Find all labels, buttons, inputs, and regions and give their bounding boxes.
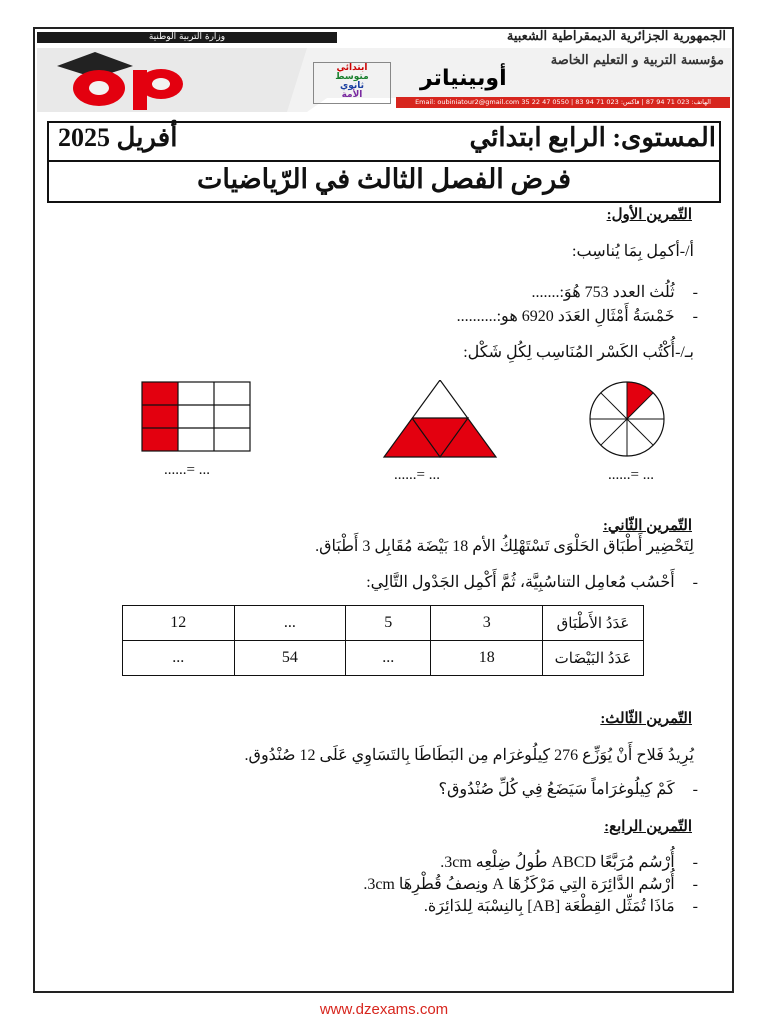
triangle-shape: [384, 380, 496, 457]
exercise-4-item-3: -مَاذَا تُمَثِّل القِطْعَة [AB] بِالنِسْبَة لِلدَائِرَة.: [423, 898, 698, 915]
exercise-3-title: التّمرين الثّالث:: [600, 711, 692, 727]
levels-badge: [313, 62, 391, 104]
fraction-answer-grid: ......= ...: [164, 462, 210, 478]
item-text: مَاذَا تُمَثِّل القِطْعَة [AB] بِالنِسْبَة لِلدَائِرَة.: [423, 898, 675, 915]
table-cell: 3: [431, 606, 543, 641]
item-text: ثُلُث العدد 753 هُوَ:.......: [531, 284, 675, 301]
fraction-answer-circle: ......= ...: [608, 467, 654, 483]
exam-date: أفريل 2025: [58, 123, 178, 152]
level-secondary: ثانوي: [339, 81, 365, 91]
ministry-band: وزارة التربية الوطنية: [37, 32, 337, 43]
table-cell: ...: [346, 641, 431, 676]
table-row: [123, 641, 644, 676]
proportion-table: [122, 605, 644, 676]
exercise-2-statement: لِتَحْضِير أَطْبَاق الحَلْوَى تَسْتَهْلِكُ الأم 18 بَيْضَة مُقَابِل 3 أَطْبَاق.: [315, 538, 694, 555]
table-cell: ...: [234, 606, 346, 641]
table-cell: 18: [431, 641, 543, 676]
task-text: أَحْسُب مُعامِل التناسُبِيَّة، ثُمَّ أَكْمِل الجَدْول التَّالِي:: [366, 574, 675, 591]
brand-name: أوبينياتر: [420, 66, 507, 91]
contact-strip: الهاتف: 023 71 94 87 | فاكس: 023 71 94 83 | 0550 47 22 35 Email: oubiniatour2@gmail.com: [396, 97, 730, 108]
row-head-plates: عَدَدُ الأَطْبَاق: [543, 606, 644, 641]
exam-title: فرض الفصل الثالث في الرّياضيات: [196, 164, 572, 194]
exercise-4-item-2: -أُرْسُم الدَّائِرَة التِي مَرْكَزُهَا A ونِصفُ قُطْرِهَا 3cm.: [363, 876, 698, 893]
exercise-3-question: -كَمْ كِيلُوغرَاماً سَيَضَعُ فِي كُلِّ صُنْدُوق؟: [438, 781, 698, 798]
circle-shape: [590, 382, 664, 456]
footer-url[interactable]: www.dzexams.com: [319, 1001, 449, 1018]
level-other: الأمة: [341, 90, 363, 100]
exercise-3-statement: يُرِيدُ فَلاح أَنْ يُوَزِّع 276 كِيلُوغرَام مِن البَطَاطَا بِالتَسَاوِي عَلَى 12 صُنْدُوق.: [244, 747, 694, 764]
exercise-2-task: -أَحْسُب مُعامِل التناسُبِيَّة، ثُمَّ أَكْمِل الجَدْول التَّالِي:: [366, 574, 698, 591]
item-text: أُرْسُم مُرَبَّعًا ABCD طُولُ ضِلْعِه 3cm.: [440, 854, 675, 871]
item-text: خَمْسَةُ أَمْثَالِ العَدَد 6920 هو:..........: [456, 308, 675, 325]
exercise-4-item-1: -أُرْسُم مُرَبَّعًا ABCD طُولُ ضِلْعِه 3cm.: [440, 854, 698, 871]
exercise-1-item-1: -ثُلُث العدد 753 هُوَ:.......: [531, 284, 698, 301]
row-head-eggs: عَدَدُ البَيْضَات: [543, 641, 644, 676]
table-cell: 12: [123, 606, 235, 641]
level-label: المستوى: الرابع ابتدائي: [469, 123, 716, 152]
fraction-answer-triangle: ......= ...: [394, 467, 440, 483]
republic-title: الجمهورية الجزائرية الديمقراطية الشعبية: [506, 29, 726, 44]
exercise-1-part-a: أ/-أكمِل بِمَا يُناسِب:: [572, 243, 694, 260]
title-divider: [47, 160, 721, 162]
exercise-1-part-b: بـ/-أُكْتُب الكَسْر المُنَاسِب لِكُلِ شَكْل:: [463, 344, 694, 361]
table-row: [123, 606, 644, 641]
table-cell: 54: [234, 641, 346, 676]
level-primary: ابتدائي: [336, 63, 368, 73]
item-text: أُرْسُم الدَّائِرَة التِي مَرْكَزُهَا A ونِصفُ قُطْرِهَا 3cm.: [363, 876, 675, 893]
exercise-1-title: التّمرين الأول:: [606, 207, 692, 223]
table-cell: ...: [123, 641, 235, 676]
exercise-4-title: التّمرين الرابع:: [604, 819, 692, 835]
level-middle: متوسط: [335, 72, 369, 82]
exercise-2-title: التّمرين الثّاني:: [602, 518, 692, 534]
grid-shape: [142, 382, 250, 451]
table-cell: 5: [346, 606, 431, 641]
institution-name: مؤسسة التربية و التعليم الخاصة: [550, 53, 724, 68]
exercise-1-item-2: -خَمْسَةُ أَمْثَالِ العَدَد 6920 هو:..........: [456, 308, 698, 325]
question-text: كَمْ كِيلُوغرَاماً سَيَضَعُ فِي كُلِّ صُنْدُوق؟: [438, 781, 675, 798]
